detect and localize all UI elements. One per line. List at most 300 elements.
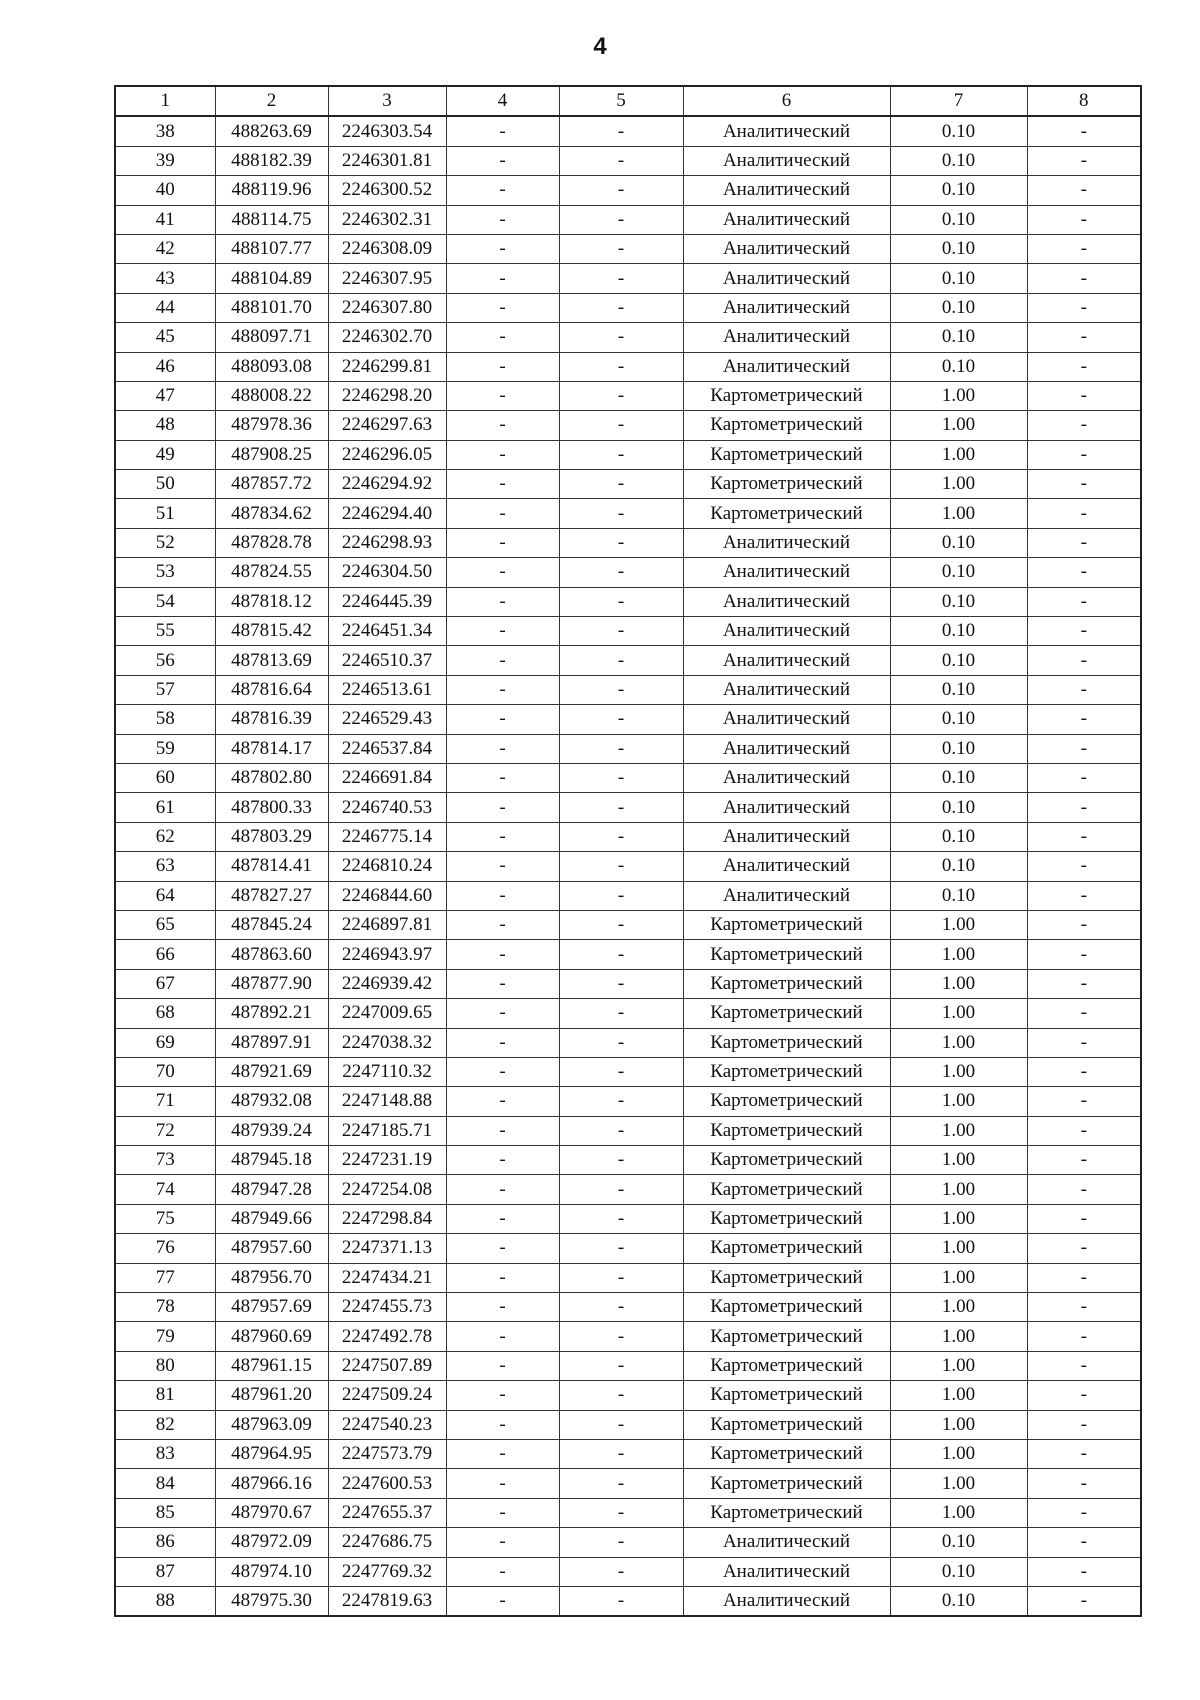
coordinate-y-cell: 2246308.09 xyxy=(328,234,446,263)
coordinate-y-cell: 2247371.13 xyxy=(328,1234,446,1263)
point-number-cell: 73 xyxy=(115,1146,215,1175)
column-8-cell: - xyxy=(1027,1234,1141,1263)
accuracy-cell: 0.10 xyxy=(890,675,1027,704)
coordinate-x-cell: 487818.12 xyxy=(215,587,328,616)
point-number-cell: 68 xyxy=(115,999,215,1028)
column-8-cell: - xyxy=(1027,1028,1141,1057)
coordinate-y-cell: 2246510.37 xyxy=(328,646,446,675)
column-8-cell: - xyxy=(1027,1469,1141,1498)
column-4-cell: - xyxy=(446,323,559,352)
coordinate-y-cell: 2246445.39 xyxy=(328,587,446,616)
column-5-cell: - xyxy=(559,1175,683,1204)
column-5-cell: - xyxy=(559,381,683,410)
coordinate-x-cell: 487892.21 xyxy=(215,999,328,1028)
method-cell: Аналитический xyxy=(683,822,890,851)
column-4-cell: - xyxy=(446,146,559,175)
column-8-cell: - xyxy=(1027,205,1141,234)
coordinate-y-cell: 2246513.61 xyxy=(328,675,446,704)
method-cell: Аналитический xyxy=(683,675,890,704)
table-row xyxy=(115,558,1141,587)
column-5-cell: - xyxy=(559,617,683,646)
column-5-cell: - xyxy=(559,1234,683,1263)
column-4-cell: - xyxy=(446,176,559,205)
column-header: 6 xyxy=(683,86,890,116)
column-5-cell: - xyxy=(559,499,683,528)
column-4-cell: - xyxy=(446,234,559,263)
column-4-cell: - xyxy=(446,1234,559,1263)
coordinate-y-cell: 2246300.52 xyxy=(328,176,446,205)
point-number-cell: 39 xyxy=(115,146,215,175)
column-8-cell: - xyxy=(1027,411,1141,440)
table-row xyxy=(115,1263,1141,1292)
point-number-cell: 48 xyxy=(115,411,215,440)
column-5-cell: - xyxy=(559,1439,683,1468)
method-cell: Аналитический xyxy=(683,646,890,675)
coordinate-x-cell: 487816.39 xyxy=(215,705,328,734)
column-5-cell: - xyxy=(559,646,683,675)
table-row xyxy=(115,440,1141,469)
column-8-cell: - xyxy=(1027,499,1141,528)
column-5-cell: - xyxy=(559,793,683,822)
accuracy-cell: 1.00 xyxy=(890,1146,1027,1175)
point-number-cell: 55 xyxy=(115,617,215,646)
column-4-cell: - xyxy=(446,528,559,557)
column-5-cell: - xyxy=(559,852,683,881)
method-cell: Аналитический xyxy=(683,1586,890,1616)
coordinate-y-cell: 2247298.84 xyxy=(328,1204,446,1233)
column-5-cell: - xyxy=(559,734,683,763)
table-row xyxy=(115,1087,1141,1116)
coordinate-y-cell: 2246529.43 xyxy=(328,705,446,734)
accuracy-cell: 0.10 xyxy=(890,793,1027,822)
table-row xyxy=(115,1293,1141,1322)
column-8-cell: - xyxy=(1027,558,1141,587)
point-number-cell: 65 xyxy=(115,910,215,939)
coordinate-x-cell: 487834.62 xyxy=(215,499,328,528)
column-8-cell: - xyxy=(1027,323,1141,352)
method-cell: Аналитический xyxy=(683,852,890,881)
coordinate-x-cell: 487802.80 xyxy=(215,763,328,792)
method-cell: Картометрический xyxy=(683,1410,890,1439)
column-8-cell: - xyxy=(1027,1322,1141,1351)
column-5-cell: - xyxy=(559,1557,683,1586)
coordinate-y-cell: 2247600.53 xyxy=(328,1469,446,1498)
coordinate-y-cell: 2246810.24 xyxy=(328,852,446,881)
table-row xyxy=(115,910,1141,939)
accuracy-cell: 0.10 xyxy=(890,822,1027,851)
column-4-cell: - xyxy=(446,264,559,293)
coordinate-y-cell: 2247507.89 xyxy=(328,1351,446,1380)
point-number-cell: 71 xyxy=(115,1087,215,1116)
table-row xyxy=(115,1057,1141,1086)
coordinate-x-cell: 488093.08 xyxy=(215,352,328,381)
accuracy-cell: 0.10 xyxy=(890,176,1027,205)
coordinate-x-cell: 487963.09 xyxy=(215,1410,328,1439)
column-5-cell: - xyxy=(559,293,683,322)
coordinate-x-cell: 487947.28 xyxy=(215,1175,328,1204)
point-number-cell: 50 xyxy=(115,470,215,499)
method-cell: Картометрический xyxy=(683,440,890,469)
column-8-cell: - xyxy=(1027,528,1141,557)
coordinate-x-cell: 487828.78 xyxy=(215,528,328,557)
coordinate-y-cell: 2246296.05 xyxy=(328,440,446,469)
coordinate-x-cell: 487960.69 xyxy=(215,1322,328,1351)
column-8-cell: - xyxy=(1027,264,1141,293)
method-cell: Аналитический xyxy=(683,205,890,234)
method-cell: Аналитический xyxy=(683,528,890,557)
accuracy-cell: 1.00 xyxy=(890,1263,1027,1292)
method-cell: Картометрический xyxy=(683,1028,890,1057)
column-5-cell: - xyxy=(559,1469,683,1498)
point-number-cell: 85 xyxy=(115,1498,215,1527)
accuracy-cell: 1.00 xyxy=(890,499,1027,528)
point-number-cell: 58 xyxy=(115,705,215,734)
table-row xyxy=(115,528,1141,557)
column-8-cell: - xyxy=(1027,1528,1141,1557)
table-row xyxy=(115,146,1141,175)
method-cell: Аналитический xyxy=(683,234,890,263)
method-cell: Картометрический xyxy=(683,1498,890,1527)
column-8-cell: - xyxy=(1027,940,1141,969)
table-row xyxy=(115,734,1141,763)
column-8-cell: - xyxy=(1027,116,1141,146)
method-cell: Картометрический xyxy=(683,999,890,1028)
method-cell: Картометрический xyxy=(683,499,890,528)
accuracy-cell: 1.00 xyxy=(890,1469,1027,1498)
point-number-cell: 38 xyxy=(115,116,215,146)
coordinate-y-cell: 2246844.60 xyxy=(328,881,446,910)
method-cell: Аналитический xyxy=(683,352,890,381)
coordinate-y-cell: 2246740.53 xyxy=(328,793,446,822)
accuracy-cell: 1.00 xyxy=(890,1439,1027,1468)
table-row xyxy=(115,1381,1141,1410)
coordinate-y-cell: 2247573.79 xyxy=(328,1439,446,1468)
column-8-cell: - xyxy=(1027,822,1141,851)
table-row xyxy=(115,381,1141,410)
table-row xyxy=(115,205,1141,234)
column-header: 7 xyxy=(890,86,1027,116)
table-row xyxy=(115,705,1141,734)
column-4-cell: - xyxy=(446,1528,559,1557)
column-4-cell: - xyxy=(446,999,559,1028)
column-4-cell: - xyxy=(446,587,559,616)
column-5-cell: - xyxy=(559,587,683,616)
column-8-cell: - xyxy=(1027,352,1141,381)
accuracy-cell: 0.10 xyxy=(890,1586,1027,1616)
method-cell: Аналитический xyxy=(683,293,890,322)
accuracy-cell: 0.10 xyxy=(890,146,1027,175)
method-cell: Картометрический xyxy=(683,1175,890,1204)
coordinate-y-cell: 2247231.19 xyxy=(328,1146,446,1175)
column-4-cell: - xyxy=(446,1498,559,1527)
method-cell: Картометрический xyxy=(683,1087,890,1116)
accuracy-cell: 0.10 xyxy=(890,617,1027,646)
table-row xyxy=(115,763,1141,792)
point-number-cell: 79 xyxy=(115,1322,215,1351)
column-8-cell: - xyxy=(1027,793,1141,822)
coordinate-y-cell: 2247254.08 xyxy=(328,1175,446,1204)
point-number-cell: 45 xyxy=(115,323,215,352)
point-number-cell: 76 xyxy=(115,1234,215,1263)
column-4-cell: - xyxy=(446,675,559,704)
table-row xyxy=(115,176,1141,205)
column-5-cell: - xyxy=(559,881,683,910)
column-8-cell: - xyxy=(1027,675,1141,704)
column-8-cell: - xyxy=(1027,1146,1141,1175)
coordinate-x-cell: 487877.90 xyxy=(215,969,328,998)
column-8-cell: - xyxy=(1027,1557,1141,1586)
accuracy-cell: 1.00 xyxy=(890,1322,1027,1351)
table-row xyxy=(115,822,1141,851)
method-cell: Аналитический xyxy=(683,116,890,146)
point-number-cell: 62 xyxy=(115,822,215,851)
table-row xyxy=(115,881,1141,910)
column-5-cell: - xyxy=(559,264,683,293)
column-8-cell: - xyxy=(1027,881,1141,910)
method-cell: Аналитический xyxy=(683,558,890,587)
column-5-cell: - xyxy=(559,1263,683,1292)
table-row xyxy=(115,499,1141,528)
column-5-cell: - xyxy=(559,558,683,587)
column-8-cell: - xyxy=(1027,440,1141,469)
coordinate-y-cell: 2246939.42 xyxy=(328,969,446,998)
column-4-cell: - xyxy=(446,1469,559,1498)
column-4-cell: - xyxy=(446,969,559,998)
point-number-cell: 61 xyxy=(115,793,215,822)
column-8-cell: - xyxy=(1027,1293,1141,1322)
point-number-cell: 69 xyxy=(115,1028,215,1057)
accuracy-cell: 0.10 xyxy=(890,293,1027,322)
column-5-cell: - xyxy=(559,999,683,1028)
method-cell: Картометрический xyxy=(683,1057,890,1086)
accuracy-cell: 1.00 xyxy=(890,969,1027,998)
column-8-cell: - xyxy=(1027,910,1141,939)
column-5-cell: - xyxy=(559,763,683,792)
column-8-cell: - xyxy=(1027,293,1141,322)
column-header: 5 xyxy=(559,86,683,116)
coordinate-x-cell: 487961.15 xyxy=(215,1351,328,1380)
column-4-cell: - xyxy=(446,1175,559,1204)
column-4-cell: - xyxy=(446,910,559,939)
column-8-cell: - xyxy=(1027,617,1141,646)
column-8-cell: - xyxy=(1027,734,1141,763)
point-number-cell: 74 xyxy=(115,1175,215,1204)
accuracy-cell: 1.00 xyxy=(890,1498,1027,1527)
accuracy-cell: 0.10 xyxy=(890,646,1027,675)
point-number-cell: 81 xyxy=(115,1381,215,1410)
column-4-cell: - xyxy=(446,440,559,469)
column-8-cell: - xyxy=(1027,234,1141,263)
column-5-cell: - xyxy=(559,1087,683,1116)
accuracy-cell: 1.00 xyxy=(890,1087,1027,1116)
column-4-cell: - xyxy=(446,617,559,646)
point-number-cell: 80 xyxy=(115,1351,215,1380)
column-4-cell: - xyxy=(446,881,559,910)
column-8-cell: - xyxy=(1027,146,1141,175)
column-8-cell: - xyxy=(1027,969,1141,998)
point-number-cell: 57 xyxy=(115,675,215,704)
coordinate-x-cell: 487956.70 xyxy=(215,1263,328,1292)
coordinate-x-cell: 487814.17 xyxy=(215,734,328,763)
coordinate-y-cell: 2246294.40 xyxy=(328,499,446,528)
method-cell: Картометрический xyxy=(683,910,890,939)
column-5-cell: - xyxy=(559,1146,683,1175)
coordinate-x-cell: 487975.30 xyxy=(215,1586,328,1616)
coordinate-y-cell: 2246294.92 xyxy=(328,470,446,499)
coordinate-y-cell: 2246691.84 xyxy=(328,763,446,792)
column-4-cell: - xyxy=(446,1351,559,1380)
point-number-cell: 60 xyxy=(115,763,215,792)
column-4-cell: - xyxy=(446,1586,559,1616)
column-4-cell: - xyxy=(446,470,559,499)
coordinate-y-cell: 2247038.32 xyxy=(328,1028,446,1057)
column-8-cell: - xyxy=(1027,1351,1141,1380)
column-4-cell: - xyxy=(446,1263,559,1292)
coordinate-y-cell: 2247492.78 xyxy=(328,1322,446,1351)
accuracy-cell: 1.00 xyxy=(890,1234,1027,1263)
column-5-cell: - xyxy=(559,1586,683,1616)
accuracy-cell: 0.10 xyxy=(890,528,1027,557)
column-5-cell: - xyxy=(559,1028,683,1057)
table-row xyxy=(115,617,1141,646)
column-4-cell: - xyxy=(446,1293,559,1322)
point-number-cell: 84 xyxy=(115,1469,215,1498)
table-row xyxy=(115,1469,1141,1498)
column-5-cell: - xyxy=(559,176,683,205)
coordinate-x-cell: 487824.55 xyxy=(215,558,328,587)
coordinate-x-cell: 487939.24 xyxy=(215,1116,328,1145)
column-4-cell: - xyxy=(446,205,559,234)
column-4-cell: - xyxy=(446,381,559,410)
table-row xyxy=(115,1410,1141,1439)
method-cell: Картометрический xyxy=(683,1146,890,1175)
coordinate-x-cell: 487814.41 xyxy=(215,852,328,881)
coordinate-y-cell: 2246298.20 xyxy=(328,381,446,410)
method-cell: Аналитический xyxy=(683,323,890,352)
point-number-cell: 66 xyxy=(115,940,215,969)
accuracy-cell: 1.00 xyxy=(890,910,1027,939)
column-header: 2 xyxy=(215,86,328,116)
method-cell: Аналитический xyxy=(683,1528,890,1557)
table-row xyxy=(115,940,1141,969)
column-5-cell: - xyxy=(559,205,683,234)
point-number-cell: 47 xyxy=(115,381,215,410)
column-4-cell: - xyxy=(446,646,559,675)
method-cell: Картометрический xyxy=(683,1234,890,1263)
coordinate-y-cell: 2246307.80 xyxy=(328,293,446,322)
table-row xyxy=(115,1557,1141,1586)
column-4-cell: - xyxy=(446,852,559,881)
accuracy-cell: 1.00 xyxy=(890,1116,1027,1145)
column-8-cell: - xyxy=(1027,176,1141,205)
coordinate-x-cell: 487908.25 xyxy=(215,440,328,469)
accuracy-cell: 0.10 xyxy=(890,323,1027,352)
method-cell: Аналитический xyxy=(683,264,890,293)
point-number-cell: 82 xyxy=(115,1410,215,1439)
method-cell: Аналитический xyxy=(683,881,890,910)
method-cell: Картометрический xyxy=(683,1469,890,1498)
accuracy-cell: 0.10 xyxy=(890,763,1027,792)
accuracy-cell: 1.00 xyxy=(890,1410,1027,1439)
method-cell: Картометрический xyxy=(683,1322,890,1351)
table-row xyxy=(115,411,1141,440)
column-4-cell: - xyxy=(446,705,559,734)
coordinate-x-cell: 487978.36 xyxy=(215,411,328,440)
accuracy-cell: 1.00 xyxy=(890,470,1027,499)
table-row xyxy=(115,675,1141,704)
point-number-cell: 75 xyxy=(115,1204,215,1233)
coordinate-y-cell: 2247434.21 xyxy=(328,1263,446,1292)
accuracy-cell: 1.00 xyxy=(890,1293,1027,1322)
point-number-cell: 41 xyxy=(115,205,215,234)
table-row xyxy=(115,1028,1141,1057)
method-cell: Картометрический xyxy=(683,1263,890,1292)
method-cell: Картометрический xyxy=(683,969,890,998)
coordinate-x-cell: 487974.10 xyxy=(215,1557,328,1586)
table-row xyxy=(115,1498,1141,1527)
method-cell: Аналитический xyxy=(683,1557,890,1586)
column-4-cell: - xyxy=(446,1439,559,1468)
table-row xyxy=(115,969,1141,998)
accuracy-cell: 1.00 xyxy=(890,1381,1027,1410)
method-cell: Картометрический xyxy=(683,470,890,499)
coordinate-x-cell: 487957.69 xyxy=(215,1293,328,1322)
table-row xyxy=(115,852,1141,881)
table-body xyxy=(115,116,1141,1616)
method-cell: Картометрический xyxy=(683,1351,890,1380)
point-number-cell: 77 xyxy=(115,1263,215,1292)
table-row xyxy=(115,1204,1141,1233)
accuracy-cell: 1.00 xyxy=(890,1057,1027,1086)
accuracy-cell: 1.00 xyxy=(890,411,1027,440)
table-row xyxy=(115,1175,1141,1204)
table-row xyxy=(115,1351,1141,1380)
coordinate-x-cell: 488008.22 xyxy=(215,381,328,410)
point-number-cell: 43 xyxy=(115,264,215,293)
accuracy-cell: 0.10 xyxy=(890,734,1027,763)
point-number-cell: 67 xyxy=(115,969,215,998)
column-5-cell: - xyxy=(559,411,683,440)
column-5-cell: - xyxy=(559,675,683,704)
coordinate-y-cell: 2247148.88 xyxy=(328,1087,446,1116)
column-8-cell: - xyxy=(1027,1175,1141,1204)
accuracy-cell: 0.10 xyxy=(890,852,1027,881)
method-cell: Картометрический xyxy=(683,1116,890,1145)
accuracy-cell: 0.10 xyxy=(890,587,1027,616)
accuracy-cell: 0.10 xyxy=(890,116,1027,146)
point-number-cell: 51 xyxy=(115,499,215,528)
coordinate-x-cell: 487921.69 xyxy=(215,1057,328,1086)
method-cell: Картометрический xyxy=(683,1293,890,1322)
column-8-cell: - xyxy=(1027,705,1141,734)
column-5-cell: - xyxy=(559,1293,683,1322)
column-header: 8 xyxy=(1027,86,1141,116)
coordinate-x-cell: 488107.77 xyxy=(215,234,328,263)
column-4-cell: - xyxy=(446,1146,559,1175)
column-5-cell: - xyxy=(559,1204,683,1233)
point-number-cell: 64 xyxy=(115,881,215,910)
column-5-cell: - xyxy=(559,705,683,734)
column-4-cell: - xyxy=(446,1204,559,1233)
accuracy-cell: 0.10 xyxy=(890,205,1027,234)
column-4-cell: - xyxy=(446,293,559,322)
point-number-cell: 87 xyxy=(115,1557,215,1586)
coordinate-x-cell: 488097.71 xyxy=(215,323,328,352)
column-4-cell: - xyxy=(446,1028,559,1057)
accuracy-cell: 1.00 xyxy=(890,381,1027,410)
coordinate-y-cell: 2247769.32 xyxy=(328,1557,446,1586)
column-4-cell: - xyxy=(446,116,559,146)
